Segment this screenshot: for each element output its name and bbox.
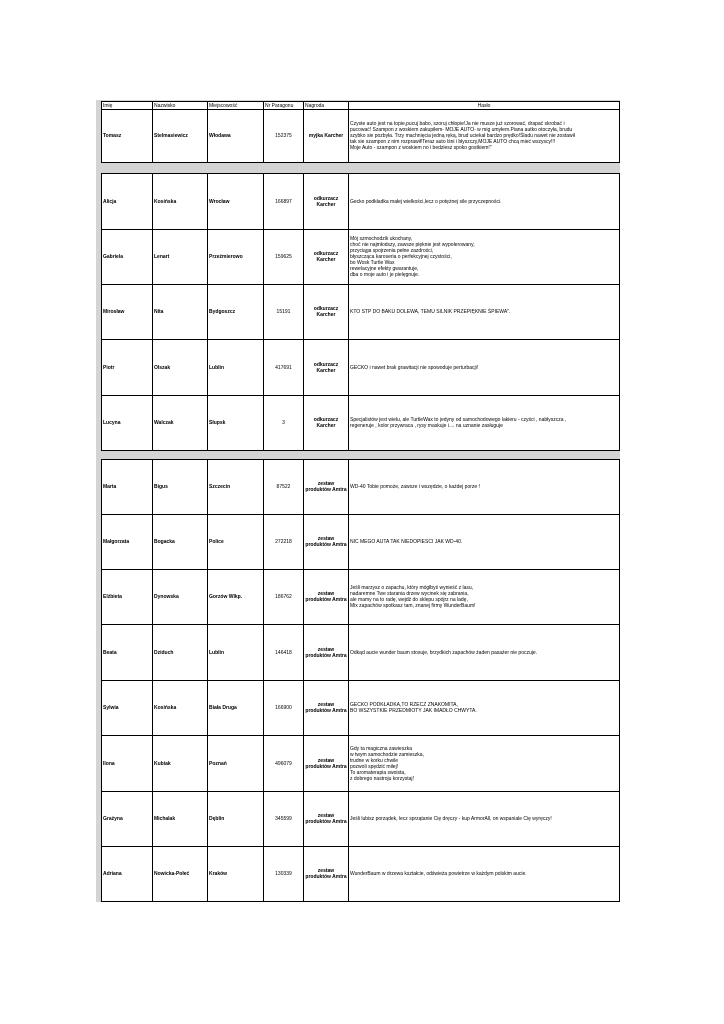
- prize-cell: odkurzacz Karcher: [304, 174, 349, 230]
- receipt-cell: 159625: [264, 230, 304, 285]
- prize-cell: zestaw produktów Amtra: [304, 570, 349, 625]
- last-name-cell: Stelmasiewicz: [153, 110, 208, 163]
- first-name-cell: Małgorzata: [102, 515, 153, 570]
- first-name-cell: Marta: [102, 460, 153, 515]
- prize-cell: odkurzacz Karcher: [304, 340, 349, 396]
- motto-cell: Odkąd aucie wunder baum stosuje, brzydkich zapachów żaden pasażer nie poczuje.: [349, 625, 620, 681]
- table-row: [102, 110, 620, 163]
- first-name-cell: Grażyna: [102, 792, 153, 847]
- motto-cell: Jeśli lubisz porządek, lecz sprzątanie Cię dręczy - kup ArmorAll, on wspaniale Cię wyręczy!: [349, 792, 620, 847]
- header-first-name: Imię: [102, 102, 153, 110]
- receipt-cell: 152375: [264, 110, 304, 163]
- motto-cell: WD-40 Tobie pomoże, zawsze i wszędzie, o każdej porze !: [349, 460, 620, 515]
- last-name-cell: Kubiak: [153, 736, 208, 792]
- city-cell: Włodawa: [208, 110, 264, 163]
- header-last-name: Nazwisko: [153, 102, 208, 110]
- last-name-cell: Bigus: [153, 460, 208, 515]
- prize-cell: myjka Karcher: [304, 110, 349, 163]
- city-cell: Gorzów Wlkp.: [208, 570, 264, 625]
- last-name-cell: Michalak: [153, 792, 208, 847]
- table-row: [102, 230, 620, 285]
- receipt-cell: 496079: [264, 736, 304, 792]
- receipt-cell: 272218: [264, 515, 304, 570]
- last-name-cell: Kosińska: [153, 681, 208, 736]
- table-row: [102, 792, 620, 847]
- receipt-cell: 15191: [264, 285, 304, 340]
- motto-cell: Czyste auto jest na topie,pucuj babo, szoruj chłopie!Ja nie musze już szorować, drapać skrobać i pucować! Szampon z woskiem zakupiłem- MOJE AUTO- w mig umyłem.Piana autko otoczyła, brudu szybko sie pozbyła. Trzy machnięcia jedną ręką, brud uciekał bardzo prędko!Śladu nawet nie zostawił tak sie szampon z nim rozprawił!Teraz auto lśni i błyszczy,MOJE AUTO chcą mieć wszyscy!!! Moje Auto - szampon z woskiem no i bedziesz spoko gostkiem!": [349, 110, 620, 163]
- first-name-cell: Alicja: [102, 174, 153, 230]
- table-row: [102, 681, 620, 736]
- receipt-cell: 166897: [264, 174, 304, 230]
- prize-cell: zestaw produktów Amtra: [304, 515, 349, 570]
- first-name-cell: Beata: [102, 625, 153, 681]
- city-cell: Police: [208, 515, 264, 570]
- first-name-cell: Adriana: [102, 847, 153, 902]
- winners-table-group-2: [101, 173, 620, 451]
- prize-cell: zestaw produktów Amtra: [304, 681, 349, 736]
- header-prize: Nagroda: [304, 102, 349, 110]
- last-name-cell: Nita: [153, 285, 208, 340]
- prize-cell: zestaw produktów Amtra: [304, 625, 349, 681]
- last-name-cell: Walczak: [153, 396, 208, 451]
- receipt-cell: 130339: [264, 847, 304, 902]
- winners-table-group-3: [101, 459, 620, 902]
- table-row: [102, 285, 620, 340]
- first-name-cell: Elżbieta: [102, 570, 153, 625]
- motto-cell: Gdy ta magiczna zawieszka w twym samochodzie zamieszka, trudne w korku chwile pozwoli spędzić miłej! To aromaterapia swoista, z dobrego nastroju korzystaj!: [349, 736, 620, 792]
- table-row: [102, 460, 620, 515]
- first-name-cell: Lucyna: [102, 396, 153, 451]
- city-cell: Szczecin: [208, 460, 264, 515]
- city-cell: Wrocław: [208, 174, 264, 230]
- city-cell: Biała Druga: [208, 681, 264, 736]
- receipt-cell: 87522: [264, 460, 304, 515]
- motto-cell: Gecko podkładka małej wielkości,lecz o potężnej sile przyczepności.: [349, 174, 620, 230]
- last-name-cell: Bogacka: [153, 515, 208, 570]
- city-cell: Dęblin: [208, 792, 264, 847]
- table-row: [102, 570, 620, 625]
- motto-cell: NIC MEGO AUTA TAK NIEDOPIESCI JAK WD-40.: [349, 515, 620, 570]
- first-name-cell: Tomasz: [102, 110, 153, 163]
- city-cell: Przeźmierowo: [208, 230, 264, 285]
- last-name-cell: Dynowska: [153, 570, 208, 625]
- first-name-cell: Mirosław: [102, 285, 153, 340]
- prize-cell: zestaw produktów Amtra: [304, 792, 349, 847]
- last-name-cell: Lenart: [153, 230, 208, 285]
- receipt-cell: 146418: [264, 625, 304, 681]
- city-cell: Słupsk: [208, 396, 264, 451]
- receipt-cell: 186762: [264, 570, 304, 625]
- prize-cell: odkurzacz Karcher: [304, 396, 349, 451]
- table-row: [102, 515, 620, 570]
- receipt-cell: 417691: [264, 340, 304, 396]
- motto-cell: Jeśli marzysz o zapachu, który mógłbyś wynieść z lasu, nadaremne Twe starania drzew wycinek się zabrania, ale mamy na to radę, wejdź do sklepu spójrz na ladę, Mix zapachów spotkasz tam, znanej firmy WunderBaum!: [349, 570, 620, 625]
- city-cell: Bydgoszcz: [208, 285, 264, 340]
- header-city: Miejscowość: [208, 102, 264, 110]
- table-row: [102, 736, 620, 792]
- first-name-cell: Gabriela: [102, 230, 153, 285]
- table-row: [102, 396, 620, 451]
- winners-table-group-1: [101, 101, 620, 163]
- motto-cell: GECKO PODKŁADKA,TO RZECZ ZNAKOMITA, BO WSZYSTKIE PRZEDMIOTY JAK IMADŁO CHWYTA.: [349, 681, 620, 736]
- motto-cell: KTO STP DO BAKU DOLEWA, TEMU SILNIK PRZEPIĘKNIE ŚPIEWA".: [349, 285, 620, 340]
- motto-cell: WunderBaum w drzewa kształcie, odświeża powietrze w każdym polskim aucie.: [349, 847, 620, 902]
- header-motto: Hasło: [349, 102, 620, 110]
- receipt-cell: 166900: [264, 681, 304, 736]
- first-name-cell: Piotr: [102, 340, 153, 396]
- prize-cell: odkurzacz Karcher: [304, 285, 349, 340]
- table-row: [102, 340, 620, 396]
- motto-cell: Mój szmochodzik ukochany, choć nie najmłodszy, zawsze pięknie jest wypolerowany, przyciąga spojrzenia pełne zazdrości, błyszcząca karoseria o perfekcyjnej czystości, bo Wosk Turtle Wax rewelacyjne efekty gwarantuje, dba o moje auto i je pielęgnuje.: [349, 230, 620, 285]
- city-cell: Poznań: [208, 736, 264, 792]
- table-row: [102, 625, 620, 681]
- last-name-cell: Olszak: [153, 340, 208, 396]
- first-name-cell: Ilona: [102, 736, 153, 792]
- prize-cell: zestaw produktów Amtra: [304, 736, 349, 792]
- prize-cell: zestaw produktów Amtra: [304, 460, 349, 515]
- receipt-cell: 345599: [264, 792, 304, 847]
- city-cell: Lublin: [208, 625, 264, 681]
- header-row: [102, 102, 620, 110]
- table-row: [102, 174, 620, 230]
- motto-cell: GECKO i nawet brak grawitacji nie spowoduje perturbacji!: [349, 340, 620, 396]
- city-cell: Kraków: [208, 847, 264, 902]
- city-cell: Lublin: [208, 340, 264, 396]
- header-receipt: Nr Paragonu: [264, 102, 304, 110]
- motto-cell: Specjalistów jest wielu, ale TurtleWax to jedyny od samochodowego lakieru - czyści , nabłyszcza , regeneruje , kolor przywraca , rysy maskuje i.... na uznanie zasługuje: [349, 396, 620, 451]
- prize-cell: odkurzacz Karcher: [304, 230, 349, 285]
- first-name-cell: Sylwia: [102, 681, 153, 736]
- last-name-cell: Kosińska: [153, 174, 208, 230]
- table-row: [102, 847, 620, 902]
- last-name-cell: Dziduch: [153, 625, 208, 681]
- last-name-cell: Nowicka-Połeć: [153, 847, 208, 902]
- prize-cell: zestaw produktów Amtra: [304, 847, 349, 902]
- receipt-cell: 3: [264, 396, 304, 451]
